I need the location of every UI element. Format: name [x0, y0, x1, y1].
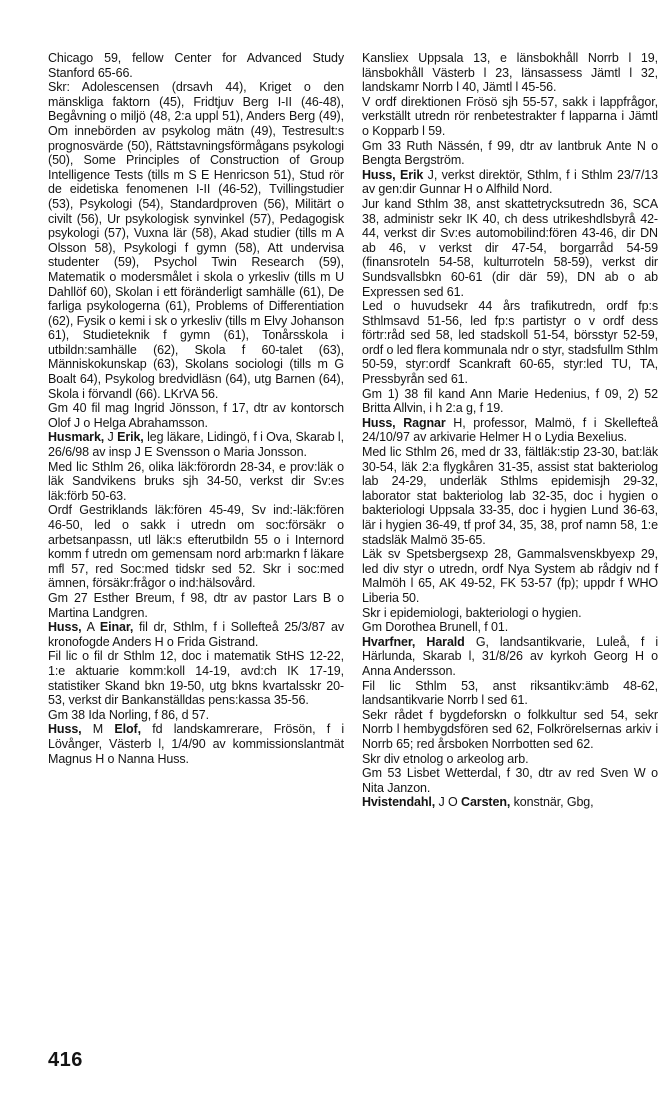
initials: A — [81, 620, 100, 635]
biography-paragraph — [362, 139, 658, 168]
biography-entry-heading — [48, 722, 344, 766]
surname: Hvistendahl, — [362, 795, 436, 810]
entry-text: Gm 1) 38 fil kand Ann Marie Hedenius, f 09, 2) 52 Britta Allvin, i h 2:a g, f 19. — [362, 386, 658, 416]
entry-text: G, landsantikvarie, Luleå, f i Härlunda, Skarab l, 31/8/26 av kyrkoh Georg H o Anna Andersson. — [362, 634, 658, 678]
initials: J — [104, 430, 118, 445]
biography-entry-heading — [362, 795, 658, 810]
biography-paragraph — [48, 80, 344, 401]
biography-paragraph — [48, 649, 344, 707]
biography-entry-heading — [48, 620, 344, 649]
entry-text: Gm 53 Lisbet Wetterdal, f 30, dtr av red Sven W o Nita Janzon. — [362, 766, 658, 795]
entry-text: fil dr, Sthlm, f i Sollefteå 25/3/87 av kronofogde Anders H o Frida Gistrand. — [48, 620, 344, 649]
given-name: Erik — [400, 167, 424, 182]
entry-text: Gm Dorothea Brunell, f 01. — [362, 620, 509, 635]
surname: Huss, — [362, 415, 396, 430]
entry-text: Fil lic o fil dr Sthlm 12, doc i matematik StHS 12-22, 1:e aktuarie komm:koll 14-19, avd:ch IK 17-19, statistiker Skand bkn 19-50, utg bkns kvartalsskr 20-53, verkst dir Bankanställdas pens:kassa 35-56. — [48, 649, 344, 708]
initials: M — [81, 722, 115, 737]
biography-paragraph — [362, 299, 658, 387]
entry-text: Kansliex Uppsala 13, e länsbokhåll Norrb l 19, länsbokhåll Västerb l 23, länsassess Jämtl l 32, landskamr Norrb l 40, Jämtl l 45-56. — [362, 51, 658, 95]
biography-paragraph — [362, 197, 658, 299]
biography-paragraph — [362, 766, 658, 795]
given-name: Erik, — [117, 430, 144, 445]
biography-paragraph — [362, 620, 658, 635]
right-column — [362, 51, 658, 810]
biography-entry-heading — [362, 635, 658, 679]
entry-text: Gm 38 Ida Norling, f 86, d 57. — [48, 707, 209, 722]
biography-entry-heading — [362, 168, 658, 197]
biography-paragraph — [362, 752, 658, 767]
biography-paragraph — [362, 679, 658, 708]
biography-paragraph — [362, 51, 658, 95]
biography-entry-heading — [48, 430, 344, 459]
surname: Hvarfner, — [362, 634, 416, 649]
given-name: Einar, — [99, 620, 134, 635]
entry-text: Gm 33 Ruth Nässén, f 99, dtr av lantbruk Ante N o Bengta Bergström. — [362, 138, 658, 168]
entry-text: Med lic Sthlm 26, med dr 33, fältläk:stip 23-30, bat:läk 30-54, läk 2:a flygkåren 31-35, assist stat bakteriolog lab 24-29, underläk Sthlms epidemisjh 29-32, laborator stat bakteriolog lab 32-35, doc i hygien o bakteriologi Uppsala 33-35, doc i hygien Lund 36-63, lär i hygien 36-49, tf prof 34, 35, 38, prof namn 58, 1:e stadsläk Malmö 35-65. — [362, 445, 658, 547]
biography-paragraph — [48, 591, 344, 620]
surname: Husmark, — [48, 430, 105, 445]
biography-paragraph — [48, 708, 344, 723]
entry-text: fd landskamrerare, Frösön, f i Lövånger, Västerb l, 1/4/90 av kommissionslantmät Magnus H o Nanna Huss. — [48, 722, 344, 766]
biography-paragraph — [362, 445, 658, 547]
surname: Huss, — [48, 620, 82, 635]
left-column — [48, 51, 344, 766]
entry-text: Chicago 59, fellow Center for Advanced Study Stanford 65-66. — [48, 51, 344, 80]
biography-paragraph — [362, 387, 658, 416]
biography-paragraph — [48, 51, 344, 80]
entry-text: Gm 40 fil mag Ingrid Jönsson, f 17, dtr av kontorsch Olof J o Helga Abrahamsson. — [48, 401, 344, 430]
entry-text: leg läkare, Lidingö, f i Ova, Skarab l, 26/6/98 av insp J E Svensson o Maria Jonsson. — [48, 430, 344, 460]
entry-text: Gm 27 Esther Breum, f 98, dtr av pastor Lars B o Martina Landgren. — [48, 590, 344, 620]
biography-entry-heading — [362, 416, 658, 445]
biography-paragraph — [362, 708, 658, 752]
entry-text: H, professor, Malmö, f i Skellefteå 24/10/97 av arkivarie Helmer H o Lydia Bexelius. — [362, 415, 658, 445]
entry-text: Skr div etnolog o arkeolog arb. — [362, 751, 529, 766]
entry-text: V ordf direktionen Frösö sjh 55-57, sakk i lappfrågor, verkställt utredn rör renbetestrakter f lapparna i Jämtl o Kopparb l 59. — [362, 94, 658, 138]
entry-text: Jur kand Sthlm 38, anst skattetrycksutredn 36, SCA 38, administr sekr IK 40, ch dess utrikeshdlsbyrå 42-44, verkst dir Sv:es automobilind:fören 43-46, dir DN ab 46, v verkst dir 47-54, borgarråd 54-59 (finansroteln 54-58, kulturroteln 58-59), verkst dir Sundsvallsbkn 60-61 (dir där 59), DN ab o ab Expressen sed 61. — [362, 196, 658, 299]
biography-paragraph — [48, 401, 344, 430]
surname: Huss, — [48, 722, 82, 737]
entry-text: Skr: Adolescensen (drsavh 44), Kriget o den mänskliga faktorn (45), Fridtjuv Berg I-II (46-48), Begåvning o miljö (48, 2:a uppl 51), Anders Berg (49), Om innebörden av psykolog mätn (49), Testresult:s prognosvärde (50), Rättstavningsförmågans psykologi (50), Some Principles of Construction of Group Intelligence Tests (tills m S E Henricson 51), Stud rör de eidetiska fenomenen I-II (46-52), Tvillingstudier (53), Psykologi (54), Standardproven (56), Militärt o civilt (56), Ur psykologisk synvinkel (57), Pedagogisk psykologi (57), Vuxna lär (58), Akad studier (tills m A Olsson 58), Psykologi f gymn (58), Att undervisa studenter (59), Psychol Twin Research (59), Matematik o modersmålet i skola o yrkesliv (tills m U Dahllöf 60), Skolan i ett föränderligt samhälle (61), De farliga psykologerna (61), Problems of Differentiation (62), Fysik o kemi i sk o yrkesliv (tills m Elvy Johanson 61), Studieteknik f gymn (61), Tonårsskola i utbildn:samhälle (62), Skola f 60-talet (63), Människokunskap (63), Skolans sociologi (tills m G Boalt 64), Psykolog bredvidläsn (64), utg Barnen (64), Skola i förvandl (66). LKrVA 56. — [48, 80, 344, 401]
biography-paragraph — [362, 547, 658, 605]
entry-text: konstnär, Gbg, — [510, 795, 594, 810]
biography-paragraph — [48, 503, 344, 591]
biography-paragraph — [48, 460, 344, 504]
initials: J O — [435, 795, 462, 810]
surname: Huss, — [362, 167, 396, 182]
biography-paragraph — [362, 606, 658, 621]
entry-text: Sekr rådet f bygdeforskn o folkkultur sed 54, sekr Norrb l hembygdsfören sed 62, Folkrörelsernas arkiv i Norrb 65; red årsboken Norrbotten sed 62. — [362, 707, 658, 751]
entry-text: Läk sv Spetsbergsexp 28, Gammalsvenskbyexp 29, led div styr o utredn, ordf Nya System ab rådgiv nd f Malmöh l 65, AK 49-52, FK 53-57 (fp); uppdr f WHO Liberia 50. — [362, 547, 658, 605]
given-name: Harald — [426, 634, 465, 649]
entry-text: Med lic Sthlm 26, olika läk:förordn 28-34, e prov:läk o läk Sandvikens bruks sjh 34-50, verkst dir Sv:es läk:förb 50-63. — [48, 459, 344, 503]
entry-text: J, verkst direktör, Sthlm, f i Sthlm 23/7/13 av gen:dir Gunnar H o Alfhild Nord. — [362, 167, 658, 197]
entry-text: Led o huvudsekr 44 års trafikutredn, ordf fp:s Sthlmsavd 51-56, led fp:s partistyr o v ordf dess förtr:råd sed 58, led stadskoll 51-54, börsstyr 52-59, ordf o led flera kommunala ndr o styr, stadsfullm Sthlm 50-59, styr:ordf Scankraft 60-65, styr:led TU, TA, Pressbyrån sed 61. — [362, 299, 659, 387]
biography-paragraph — [362, 95, 658, 139]
given-name: Carsten, — [461, 795, 511, 810]
entry-text: Ordf Gestriklands läk:fören 45-49, Sv ind:-läk:fören 46-50, led o sakk i utredn om soc:försäkr o arbetsanpassn, utl läk:s efterutbildn 55 o i Internord komm f utredn om gemensam nord arb:markn f läkare mfl 57, red Soc:med tidskr sed 52. Skr i soc:med ämnen, försäkr:frågor o ind:hälsovård. — [48, 503, 344, 591]
page-number: 416 — [48, 1049, 83, 1071]
entry-text: Skr i epidemiologi, bakteriologi o hygien. — [362, 605, 582, 620]
given-name: Ragnar — [403, 415, 446, 430]
entry-text: Fil lic Sthlm 53, anst riksantikv:ämb 48-62, landsantikvarie Norrb l sed 61. — [362, 678, 658, 708]
initials — [415, 635, 426, 649]
given-name: Elof, — [114, 722, 141, 737]
